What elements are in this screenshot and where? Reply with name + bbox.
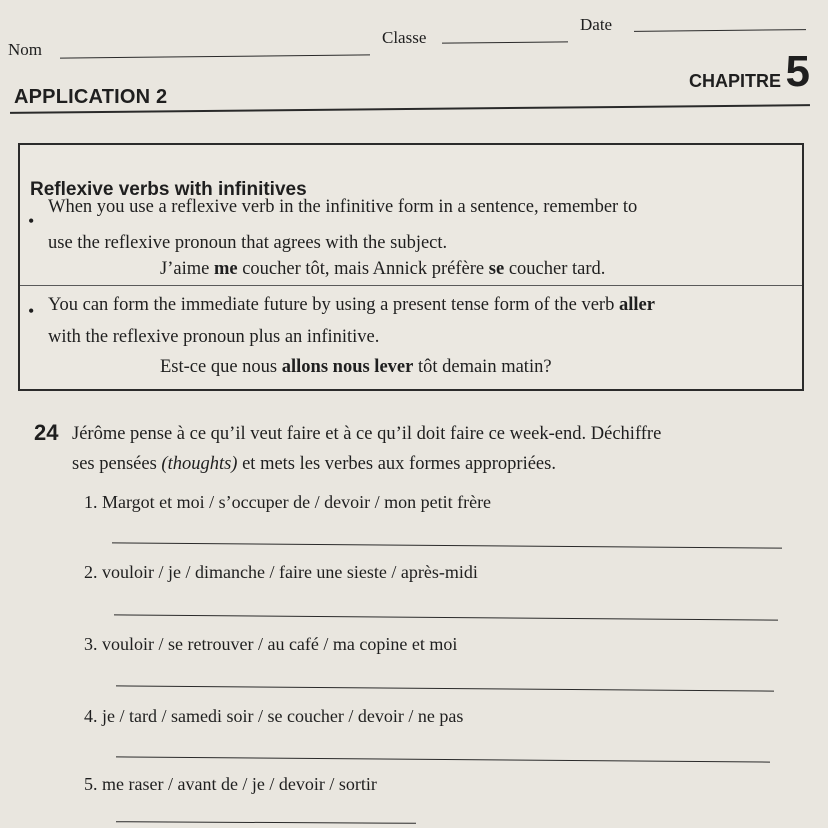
chapter-word: CHAPITRE xyxy=(689,71,782,91)
example-1-bold-1: me xyxy=(213,259,238,279)
nom-label: Nom xyxy=(8,40,42,59)
answer-line-3[interactable] xyxy=(116,685,774,691)
example-1 xyxy=(160,259,605,280)
example-1-part-1: J’aime xyxy=(160,259,214,279)
classe-line xyxy=(442,41,568,43)
classe-label: Classe xyxy=(382,28,427,47)
date-label: Date xyxy=(580,15,613,34)
bullet-1-line-2: use the reflexive pronoun that agrees with the subject. xyxy=(48,233,448,253)
answer-line-5[interactable] xyxy=(116,821,416,824)
answer-line-1[interactable] xyxy=(112,542,782,548)
exercise-number: 24 xyxy=(34,420,59,445)
instruction-line-2-part-1: ses pensées xyxy=(72,454,162,474)
bullet-1-line-1: When you use a reflexive verb in the infinitive form in a sentence, remember to xyxy=(48,197,638,217)
item-2: 2. vouloir / je / dimanche / faire une sieste / après-midi xyxy=(84,562,478,582)
item-3: 3. vouloir / se retrouver / au café / ma copine et moi xyxy=(84,634,458,654)
bullet-2-line-1-bold: aller xyxy=(618,295,655,315)
example-2-bold: allons nous lever xyxy=(281,357,414,377)
example-1-part-2: coucher tôt, mais Annick préfère xyxy=(237,259,489,279)
bullet-2-line-1 xyxy=(48,295,655,316)
grammar-box xyxy=(18,143,804,391)
grammar-box-title: Reflexive verbs with infinitives xyxy=(30,179,307,200)
bullet-2-line-1-text: You can form the immediate future by using a present tense form of the verb xyxy=(48,295,619,315)
exercise-instruction-line-1: Jérôme pense à ce qu’il veut faire et à ce qu’il doit faire ce week-end. Déchiffre xyxy=(72,424,662,444)
item-1: 1. Margot et moi / s’occuper de / devoir / mon petit frère xyxy=(84,492,492,512)
bullet-2-line-2: with the reflexive pronoun plus an infinitive. xyxy=(48,327,380,347)
bullet-2-dot: • xyxy=(28,301,35,321)
answer-line-2[interactable] xyxy=(114,614,778,620)
section-title: APPLICATION 2 xyxy=(14,86,168,108)
instruction-line-2-part-2: et mets les verbes aux formes appropriées. xyxy=(237,454,556,474)
example-1-part-3: coucher tard. xyxy=(504,259,606,279)
date-line xyxy=(634,29,806,32)
example-2 xyxy=(160,357,552,378)
example-2-part-1: Est-ce que nous xyxy=(160,357,282,377)
chapter-number: 5 xyxy=(785,47,810,96)
answer-line-4[interactable] xyxy=(116,756,770,762)
instruction-line-2-italic: (thoughts) xyxy=(161,454,238,474)
example-2-part-2: tôt demain matin? xyxy=(413,357,552,377)
box-divider xyxy=(20,285,802,286)
item-4: 4. je / tard / samedi soir / se coucher / devoir / ne pas xyxy=(84,706,464,726)
chapter-heading xyxy=(689,47,810,96)
nom-line xyxy=(60,54,370,58)
bullet-1-dot: • xyxy=(28,211,35,231)
example-1-bold-2: se xyxy=(488,259,505,279)
item-5: 5. me raser / avant de / je / devoir / sortir xyxy=(84,774,377,794)
exercise-instruction-line-2 xyxy=(72,454,556,475)
